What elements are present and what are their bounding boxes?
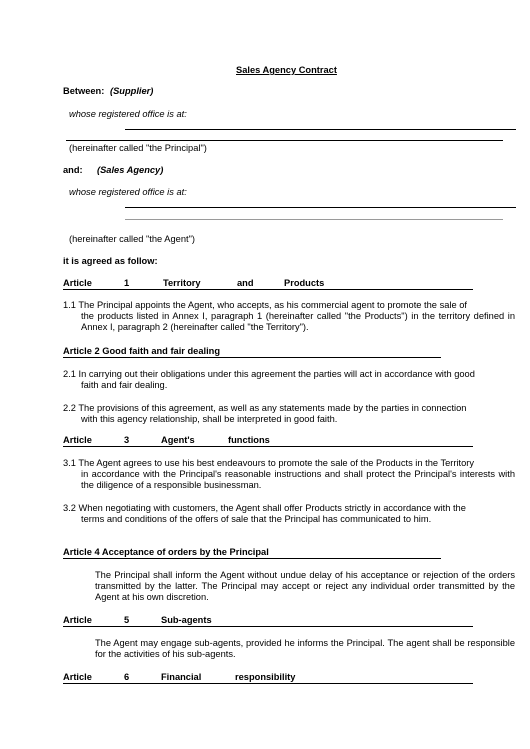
article-6-heading [63, 672, 473, 684]
agency-address-line-1[interactable] [125, 207, 516, 208]
article-2-heading [63, 346, 441, 358]
clause-3-1-rest: in accordance with the Principal's reasonable instructions and shall protect the Principal's interests with the diligence of a responsible businessman. [81, 469, 515, 491]
between-label: Between: [63, 86, 105, 96]
article-6-word: Article [63, 672, 92, 682]
article-4-body: The Principal shall inform the Agent without undue delay of his acceptance or rejection of the orders transmitted by the latter. The Principal may accept or reject any individual order transmitted by the Agent at his own discretion. [95, 570, 515, 603]
document-title: Sales Agency Contract [236, 65, 337, 75]
clause-1-1-rest: the products listed in Annex I, paragraph 1 (hereinafter called "the Products") in the territory defined in Annex I, paragraph 2 (hereinafter called "the Territory"). [81, 311, 515, 333]
and-label: and: [63, 165, 83, 175]
agency-label: (Sales Agency) [97, 165, 164, 175]
clause-3-2-first-line: 3.2 When negotiating with customers, the Agent shall offer Products strictly in accordance with the [63, 503, 466, 513]
article-5-number: 5 [124, 615, 130, 625]
clause-1-1-first-line: 1.1 The Principal appoints the Agent, who accepts, as his commercial agent to promote the sale of [63, 300, 467, 310]
article-1-products: Products [284, 278, 325, 288]
clause-2-2-first-line: 2.2 The provisions of this agreement, as well as any statements made by the parties in connection [63, 403, 467, 413]
article-1-and: and [237, 278, 254, 288]
article-5-body: The Agent may engage sub-agents, provided he informs the Principal. The agent shall be responsible for the activities of his sub-agents. [95, 638, 515, 660]
supplier-address-line-2[interactable] [66, 140, 503, 141]
clause-2-2-rest: with this agency relationship, shall be interpreted in good faith. [81, 414, 338, 424]
clause-3-1-first-line: 3.1 The Agent agrees to use his best endeavours to promote the sale of the Products in the Territory [63, 458, 475, 468]
clause-2-1-rest: faith and fair dealing. [81, 380, 168, 390]
agent-definition: (hereinafter called "the Agent") [69, 234, 195, 244]
article-3-word: Article [63, 435, 92, 445]
article-3-functions: functions [228, 435, 270, 445]
supplier-label: (Supplier) [110, 86, 154, 96]
article-2-heading-text: Article 2 Good faith and fair dealing [63, 346, 221, 356]
clause-2-1-first-line: 2.1 In carrying out their obligations under this agreement the parties will act in accordance with good [63, 369, 475, 379]
article-3-number: 3 [124, 435, 130, 445]
article-1-heading [63, 278, 473, 290]
article-5-sub-agents: Sub-agents [161, 615, 212, 625]
article-3-heading [63, 435, 473, 447]
agreed-statement: it is agreed as follow: [63, 256, 158, 266]
article-4-heading-text: Article 4 Acceptance of orders by the Principal [63, 547, 269, 557]
article-1-number: 1 [124, 278, 130, 288]
article-6-responsibility: responsibility [235, 672, 296, 682]
article-5-word: Article [63, 615, 92, 625]
article-5-heading [63, 615, 473, 627]
article-3-agents: Agent's [161, 435, 195, 445]
clause-3-2-rest: terms and conditions of the offers of sale that the Principal has communicated to him. [81, 514, 432, 524]
supplier-address-line-1[interactable] [125, 129, 516, 130]
article-6-number: 6 [124, 672, 130, 682]
article-6-financial: Financial [161, 672, 202, 682]
article-1-word: Article [63, 278, 92, 288]
registered-office-agency: whose registered office is at: [69, 187, 187, 197]
principal-definition: (hereinafter called "the Principal") [69, 143, 207, 153]
agency-address-line-2[interactable] [125, 219, 503, 220]
registered-office-supplier: whose registered office is at: [69, 109, 187, 119]
article-4-heading [63, 547, 441, 559]
article-1-territory: Territory [163, 278, 201, 288]
